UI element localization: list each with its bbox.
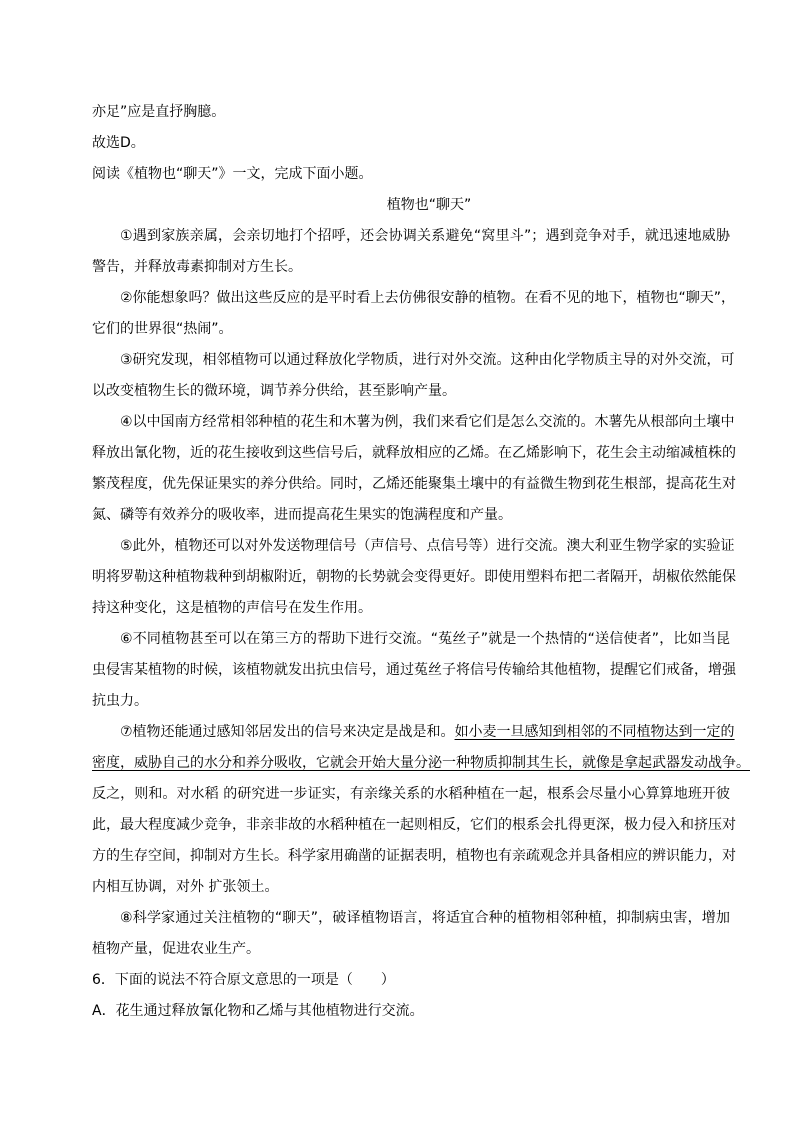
paragraph-line: 抗虫力。 [92,693,148,709]
paragraph-line: ④以中国南方经常相邻种植的花生和木薯为例，我们来看它们是怎么交流的。木薯先从根部向土壤中 [120,414,735,430]
paragraph-line: 此，最大程度减少竞争，非亲非故的水稻种植在一起则相反，它们的根系会扎得更深，极力侵入和挤压对 [92,817,736,833]
paragraph-line: 氮、磷等有效养分的吸收率，进而提高花生果实的饱满程度和产量。 [92,507,512,523]
paragraph-line: ⑤此外，植物还可以对外发送物理信号（声信号、点信号等）进行交流。澳大利亚生物学家的实验证 [120,538,735,554]
paragraph-line: 植物产量，促进农业生产。 [92,941,260,957]
paragraph-4 [92,407,736,531]
article-title: 植物也“聊天” [386,197,472,213]
paragraph-1 [92,221,730,283]
paragraph-line: 警告，并释放毒素抑制对方生长。 [92,259,302,275]
paragraph-7 [92,717,750,903]
paragraph-3 [92,345,735,407]
paragraph-line: ②你能想象吗？做出这些反应的是平时看上去仿佛很安静的植物。在看不见的地下，植物也“聊天”， [120,290,736,306]
paragraph-line: 持这种变化，这是植物的声信号在发生作用。 [92,600,372,616]
paragraph-8 [92,903,730,965]
intro-line: 阅读《植物也“聊天”》一文，完成下面小题。 [92,166,373,182]
option-a: A．花生通过释放氰化物和乙烯与其他植物进行交流。 [92,1003,424,1019]
paragraph-line: 反之，则和。对水稻 的研究进一步证实，有亲缘关系的水稻种植在一起，根系会尽量小心算算地班开彼 [92,786,730,802]
paragraph-line: 内相互协调，对外 扩张领土。 [92,879,279,895]
paragraph-line: 繁茂程度，优先保证果实的养分供给。同时，乙烯还能聚集土壤中的有益微生物到花生根部，提高花生对 [92,476,736,492]
paragraph-6 [92,624,736,717]
intro-line: 故选D。 [92,135,145,151]
paragraph-line: 方的生存空间，抑制对方生长。科学家用确凿的证据表明，植物也有亲疏观念并具备相应的辨识能力，对 [92,848,736,864]
intro-line: 亦足”应是直抒胸臆。 [92,104,226,120]
paragraph-line: ①遇到家族亲属，会亲切地打个招呼，还会协调关系避免“窝里斗”；遇到竞争对手，就迅速地威胁 [120,228,730,244]
question-stem: 6．下面的说法不符合原文意思的一项是（ ） [92,972,395,988]
p7-underlined-text: 如小麦一旦感知到相邻的不同植物达到一定的 [454,724,735,740]
p7-underlined-text: 密度，威胁自己的水分和养分吸收，它就会开始大量分泌一种物质抑制其生长，就像是拿起武器发动战争。 [92,755,750,771]
paragraph-line: 它们的世界很“热闹”。 [92,321,233,337]
paragraph-line [92,748,750,779]
p7-plain-text: ⑦植物还能通过感知邻居发出的信号来决定是战是和。 [120,724,455,740]
paragraph-2 [92,283,736,345]
paragraph-line: ⑥不同植物甚至可以在第三方的帮助下进行交流。“菟丝子”就是一个热情的“送信使者”，比如当昆 [120,631,730,647]
paragraph-line [92,717,735,748]
paragraph-line: 释放出氰化物，近的花生接收到这些信号后，就释放相应的乙烯。在乙烯影响下，花生会主动缩减植株的 [92,445,736,461]
paragraph-5 [92,531,736,624]
paragraph-line: 明将罗勒这种植物栽种到胡椒附近，朝物的长势就会变得更好。即使用塑料布把二者隔开，胡椒依然能保 [92,569,736,585]
paragraph-line: ③研究发现，相邻植物可以通过释放化学物质，进行对外交流。这种由化学物质主导的对外交流，可 [120,352,735,368]
paragraph-line: ⑧科学家通过关注植物的“聊天”，破译植物语言，将适宜合种的植物相邻种植，抑制病虫害，增加 [120,910,730,926]
document-page [92,97,750,1027]
paragraph-line: 以改变植物生长的微环境，调节养分供给，甚至影响产量。 [92,383,456,399]
paragraph-line: 虫侵害某植物的时候，该植物就发出抗虫信号，通过菟丝子将信号传输给其他植物，提醒它们戒备，增强 [92,662,736,678]
